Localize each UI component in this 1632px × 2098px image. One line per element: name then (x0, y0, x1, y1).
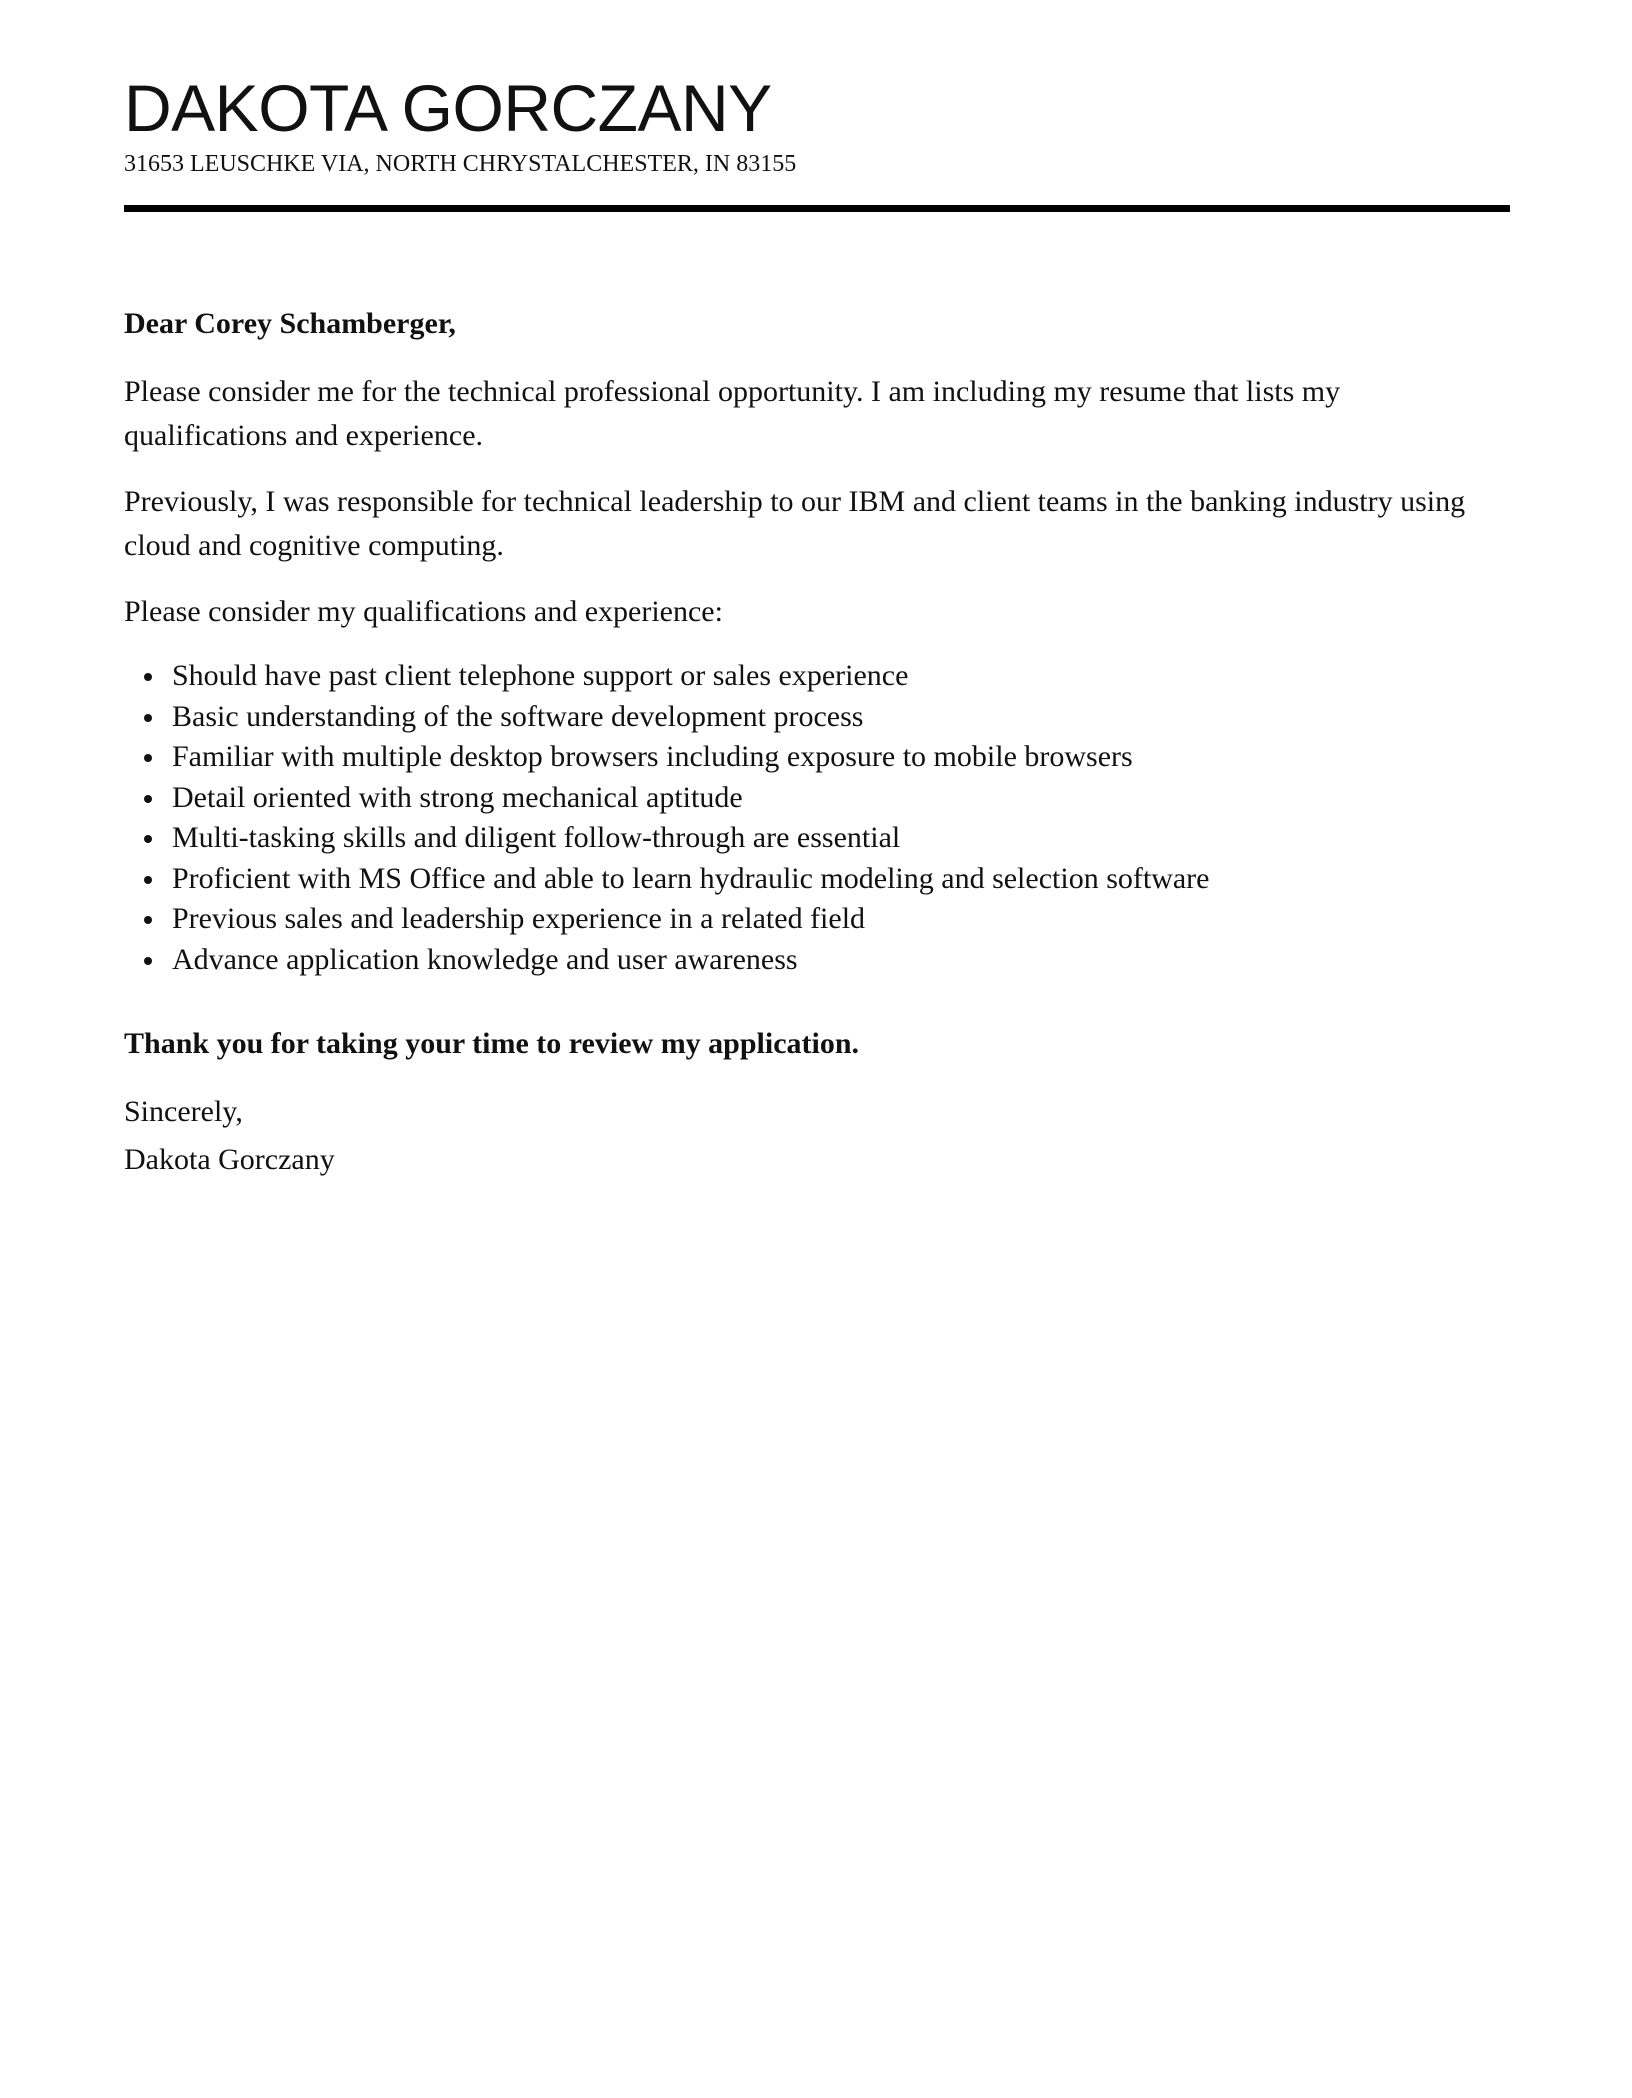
bullet-icon (144, 754, 152, 762)
list-item (124, 697, 1209, 738)
list-item-text: Proficient with MS Office and able to learn hydraulic modeling and selection software (172, 861, 1210, 895)
list-item (124, 656, 1209, 697)
paragraph-qualifications-lead: Please consider my qualifications and experience: (124, 595, 723, 628)
bullet-icon (144, 876, 152, 884)
header-divider (124, 205, 1510, 212)
signoff: Sincerely, (124, 1095, 243, 1128)
bullet-icon (144, 673, 152, 681)
list-item (124, 737, 1209, 778)
applicant-name: DAKOTA GORCZANY (124, 71, 772, 145)
qualifications-list (124, 656, 1209, 980)
applicant-address: 31653 LEUSCHKE VIA, NORTH CHRYSTALCHESTER, IN 83155 (124, 151, 797, 177)
bullet-icon (144, 957, 152, 965)
bullet-icon (144, 795, 152, 803)
closing-line: Thank you for taking your time to review my application. (124, 1027, 860, 1060)
list-item (124, 940, 1209, 981)
list-item-text: Detail oriented with strong mechanical aptitude (172, 780, 743, 814)
list-item (124, 859, 1209, 900)
list-item-text: Multi-tasking skills and diligent follow-through are essential (172, 821, 901, 854)
list-item-text: Previous sales and leadership experience in a related field (172, 902, 866, 935)
list-item-text: Familiar with multiple desktop browsers including exposure to mobile browsers (172, 740, 1133, 773)
bullet-icon (144, 714, 152, 722)
list-item-text: Advance application knowledge and user awareness (172, 942, 798, 976)
paragraph-intro: Please consider me for the technical professional opportunity. I am including my resume that lists my qualifications and experience. (124, 375, 1341, 452)
list-item (124, 778, 1209, 819)
list-item-text: Should have past client telephone support or sales experience (172, 659, 909, 692)
list-item (124, 818, 1209, 859)
list-item (124, 899, 1209, 940)
salutation: Dear Corey Schamberger, (124, 307, 456, 340)
signature-name: Dakota Gorczany (124, 1143, 335, 1176)
bullet-icon (144, 835, 152, 843)
paragraph-experience: Previously, I was responsible for technical leadership to our IBM and client teams in the banking industry using cloud and cognitive computing. (124, 485, 1466, 562)
bullet-icon (144, 916, 152, 924)
list-item-text: Basic understanding of the software development process (172, 699, 864, 733)
